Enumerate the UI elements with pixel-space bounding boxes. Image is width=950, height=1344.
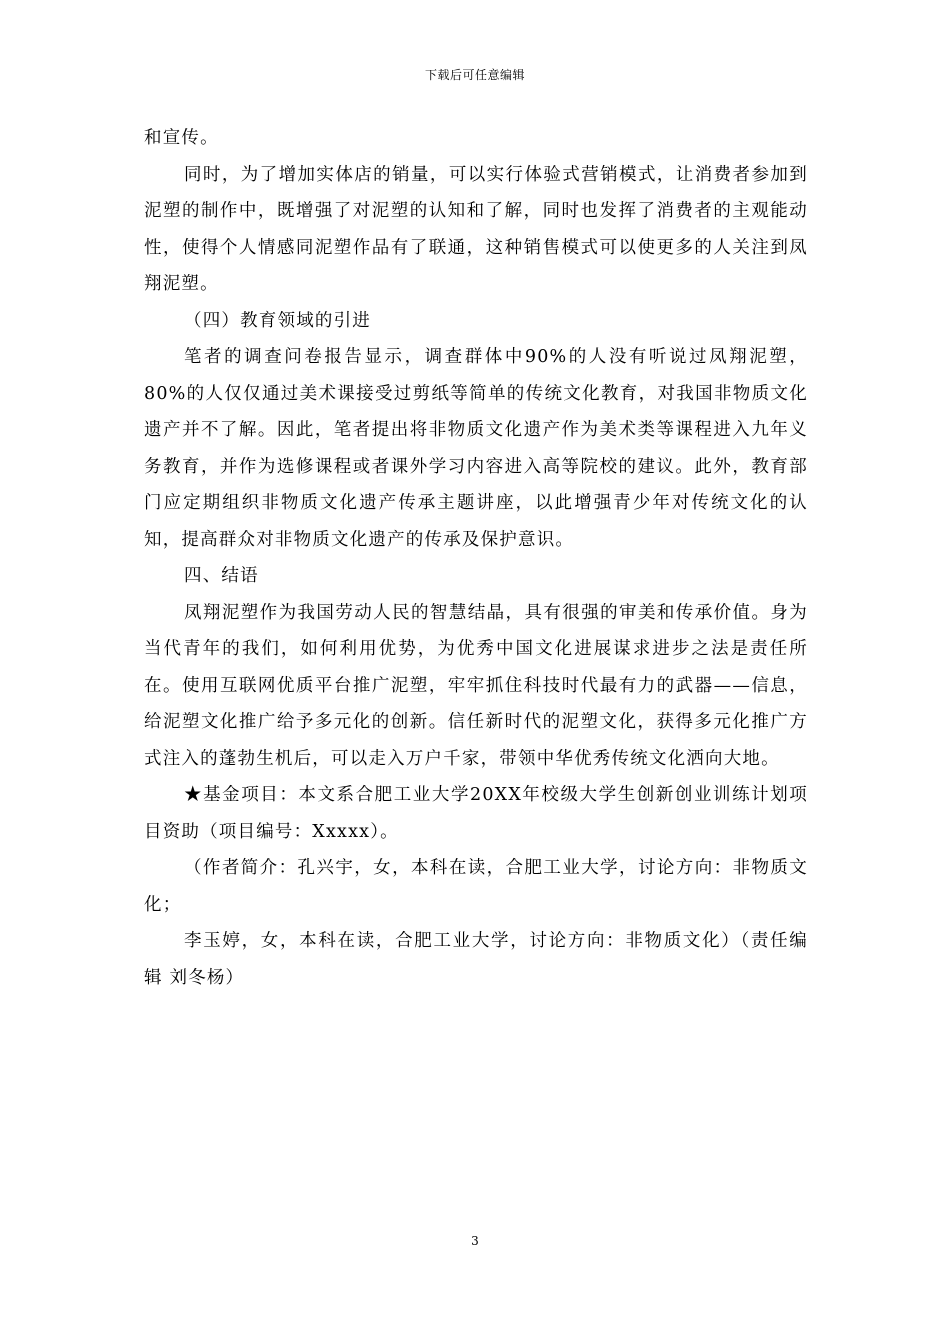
paragraph-fund-project: ★基金项目：本文系合肥工业大学20XX年校级大学生创新创业训练计划项目资助（项目编号：Xxxxx）。 xyxy=(144,785,808,842)
paragraph-author-bio-second: 李玉婷，女，本科在读，合肥工业大学，讨论方向：非物质文化）（责任编辑 刘冬杨） xyxy=(144,931,808,988)
paragraph-experiential-marketing: 同时，为了增加实体店的销量，可以实行体验式营销模式，让消费者参加到泥塑的制作中，既增强了对泥塑的认知和了解，同时也发挥了消费者的主观能动性，使得个人情感同泥塑作品有了联通，这种销售模式可以使更多的人关注到凤翔泥塑。 xyxy=(144,164,808,294)
paragraph-conclusion: 凤翔泥塑作为我国劳动人民的智慧结晶，具有很强的审美和传承价值。身为当代青年的我们，如何利用优势，为优秀中国文化进展谋求进步之法是责任所在。使用互联网优质平台推广泥塑，牢牢抓住科技时代最有力的武器——信息，给泥塑文化推广给予多元化的创新。信任新时代的泥塑文化，获得多元化推广方式注入的蓬勃生机后，可以走入万户千家，带领中华优秀传统文化洒向大地。 xyxy=(144,602,808,769)
section-heading-education: （四）教育领域的引进 xyxy=(184,310,371,331)
page-header: 下载后可任意编辑 xyxy=(424,68,525,82)
page-number: 3 xyxy=(471,1234,479,1248)
paragraph-author-bio: （作者简介：孔兴宇，女，本科在读，合肥工业大学，讨论方向：非物质文化； xyxy=(144,858,808,915)
paragraph-survey-report: 笔者的调查问卷报告显示，调查群体中90%的人没有听说过凤翔泥塑，80%的人仅仅通过美术课接受过剪纸等简单的传统文化教育，对我国非物质文化遗产并不了解。因此，笔者提出将非物质文化遗产作为美术类等课程进入九年义务教育，并作为选修课程或者课外学习内容进入高等院校的建议。此外，教育部门应定期组织非物质文化遗产传承主题讲座，以此增强青少年对传统文化的认知，提高群众对非物质文化遗产的传承及保护意识。 xyxy=(144,347,808,550)
article-body xyxy=(144,120,808,996)
section-heading-conclusion: 四、结语 xyxy=(184,566,259,586)
paragraph-continuation: 和宣传。 xyxy=(144,128,219,148)
